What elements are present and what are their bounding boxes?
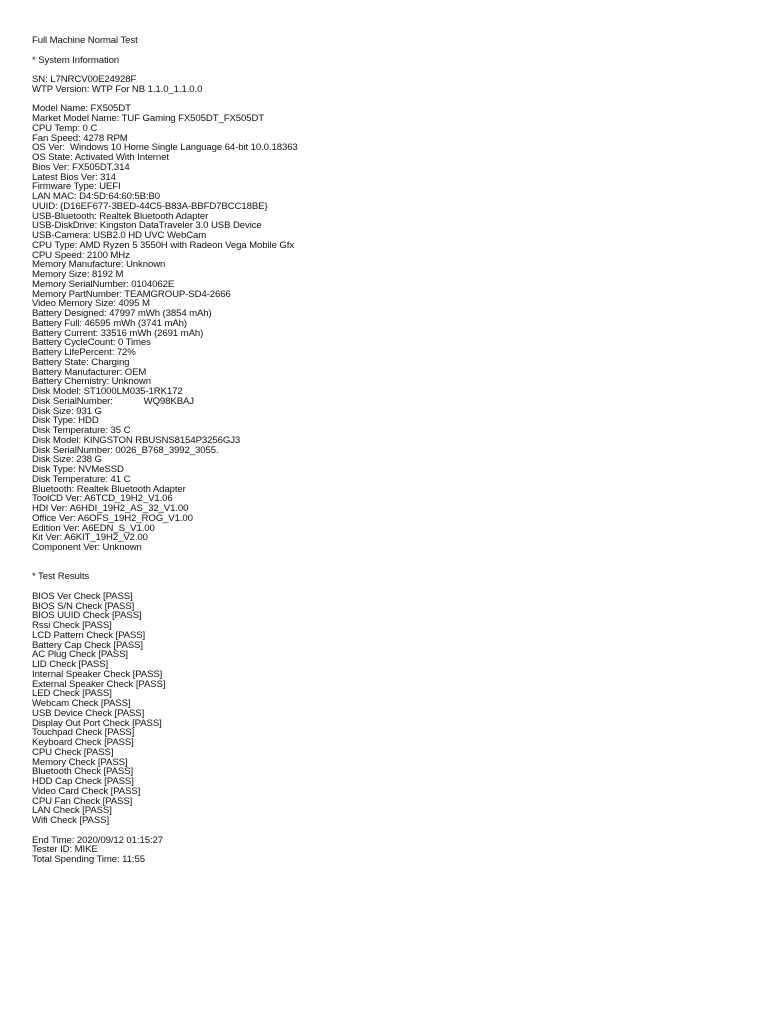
report-line: Memory Size: 8192 M [32, 269, 124, 280]
report-line: CPU Temp: 0 C [32, 122, 98, 134]
spacer [32, 582, 732, 592]
report-line: Memory Manufacture: Unknown [32, 259, 166, 271]
report-line: Disk Model: KINGSTON RBUSNS8154P3256GJ3 [32, 434, 241, 446]
report-line: USB-Bluetooth: Realtek Bluetooth Adapter [32, 210, 209, 222]
report-line: Disk SerialNumber: 0026_B768_3992_3055. [32, 444, 219, 456]
report-line: Battery Cap Check [PASS] [32, 639, 143, 651]
report-line: Office Ver: A6OFS_19H2_ROG_V1.00 [32, 512, 193, 524]
report-line: BIOS S/N Check [PASS] [32, 600, 135, 612]
report-line: Market Model Name: TUF Gaming FX505DT_FX505DT [32, 113, 265, 124]
system-info-heading: * System Information [32, 54, 120, 66]
report-line: Tester ID: MIKE [32, 844, 98, 856]
report-line: LID Check [PASS] [32, 659, 109, 670]
report-line: Edition Ver: A6EDN_S_V1.00 [32, 522, 155, 534]
report-line: Touchpad Check [PASS] [32, 727, 135, 739]
report-line: UUID: {D16EF677-3BED-44C5-B83A-BBFD7BCC18BE} [32, 200, 268, 212]
report-line: LAN MAC: D4:5D:64:60:5B:B0 [32, 191, 161, 202]
report-line: Disk Size: 238 G [32, 454, 102, 466]
report-line: Battery Full: 46595 mWh (3741 mAh) [32, 317, 187, 329]
report-line: CPU Speed: 2100 MHz [32, 249, 130, 261]
system-info-block [32, 104, 732, 553]
report-line: Wifi Check [PASS] [32, 815, 110, 826]
report-line: Disk Temperature: 35 C [32, 425, 131, 436]
test-report-document [32, 36, 732, 865]
report-line: Bluetooth Check [PASS] [32, 766, 134, 778]
report-line: ToolCD Ver: A6TCD_19H2_V1.06 [32, 493, 173, 505]
report-line: WTP Version: WTP For NB 1.1.0_1.1.0.0 [32, 83, 203, 95]
report-line: Disk Type: NVMeSSD [32, 464, 124, 475]
report-line: CPU Fan Check [PASS] [32, 795, 133, 807]
report-line: USB-DiskDrive: Kingston DataTraveler 3.0 USB Device [32, 220, 262, 232]
report-line: Kit Ver: A6KIT_19H2_V2.00 [32, 532, 148, 544]
report-line: LAN Check [PASS] [32, 805, 112, 817]
report-line: OS Ver: Windows 10 Home Single Language 64-bit 10.0.18363 [32, 142, 298, 154]
report-line: HDD Cap Check [PASS] [32, 776, 134, 787]
report-line: Battery Chemistry: Unknown [32, 376, 151, 388]
report-line: AC Plug Check [PASS] [32, 649, 128, 661]
report-line: BIOS UUID Check [PASS] [32, 610, 142, 622]
test-results-heading: * Test Results [32, 571, 90, 583]
report-line: CPU Check [PASS] [32, 746, 114, 758]
report-line: Disk SerialNumber: WQ98KBAJ [32, 395, 195, 407]
report-line: End Time: 2020/09/12 01:15:27 [32, 834, 163, 846]
report-line: Disk Type: HDD [32, 415, 99, 427]
report-line: Disk Size: 931 G [32, 405, 102, 417]
report-line: Model Name: FX505DT [32, 103, 131, 115]
report-line: Bios Ver: FX505DT.314 [32, 161, 130, 173]
report-line: Internal Speaker Check [PASS] [32, 668, 163, 680]
report-line: Memory PartNumber: TEAMGROUP-SD4-2666 [32, 288, 231, 300]
report-line: Memory SerialNumber: 0104062E [32, 278, 175, 290]
report-line: SN: L7NRCV00E24928F [32, 74, 137, 85]
spacer [32, 65, 732, 75]
report-line: Battery Current: 33516 mWh (2691 mAh) [32, 327, 204, 339]
report-line: Battery Designed: 47997 mWh (3854 mAh) [32, 308, 212, 319]
report-line: Battery LifePercent: 72% [32, 347, 136, 358]
report-line: Webcam Check [PASS] [32, 698, 131, 709]
report-line: Video Memory Size: 4095 M [32, 298, 150, 310]
document-title: Full Machine Normal Test [32, 35, 138, 46]
report-line: Memory Check [PASS] [32, 756, 128, 768]
footer-info-block [32, 836, 732, 865]
report-line: LED Check [PASS] [32, 688, 112, 700]
report-line: Display Out Port Check [PASS] [32, 717, 162, 729]
report-line: Disk Model: ST1000LM035-1RK172 [32, 386, 183, 397]
report-line: Disk Temperature: 41 C [32, 473, 131, 485]
report-line: Battery CycleCount: 0 Times [32, 337, 151, 349]
test-results-block [32, 592, 732, 826]
spacer [32, 553, 732, 573]
report-line: Component Ver: Unknown [32, 542, 142, 553]
spacer [32, 46, 732, 56]
report-line: HDI Ver: A6HDI_19H2_AS_32_V1.00 [32, 503, 189, 514]
spacer [32, 95, 732, 105]
report-line: Latest Bios Ver: 314 [32, 171, 116, 183]
report-line: Video Card Check [PASS] [32, 785, 141, 797]
report-line: BIOS Ver Check [PASS] [32, 590, 133, 602]
report-line: CPU Type: AMD Ryzen 5 3550H with Radeon Vega Mobile Gfx [32, 239, 295, 251]
report-line: Bluetooth: Realtek Bluetooth Adapter [32, 483, 186, 495]
report-line: USB-Camera: USB2.0 HD UVC WebCam [32, 230, 207, 241]
report-line: OS State: Activated With Internet [32, 152, 169, 163]
report-line: Total Spending Time: 11:55 [32, 854, 145, 865]
report-line: External Speaker Check [PASS] [32, 678, 166, 690]
report-line: LCD Pattern Check [PASS] [32, 629, 146, 641]
header-info-block [32, 75, 732, 95]
report-line: Rssi Check [PASS] [32, 620, 112, 631]
report-line: Keyboard Check [PASS] [32, 737, 134, 748]
report-line: USB Device Check [PASS] [32, 707, 145, 719]
report-line: Fan Speed: 4278 RPM [32, 132, 128, 144]
report-line: Firmware Type: UEFI [32, 181, 121, 193]
report-line: Battery Manufacturer: OEM [32, 366, 147, 378]
report-line: Battery State: Charging [32, 356, 130, 368]
